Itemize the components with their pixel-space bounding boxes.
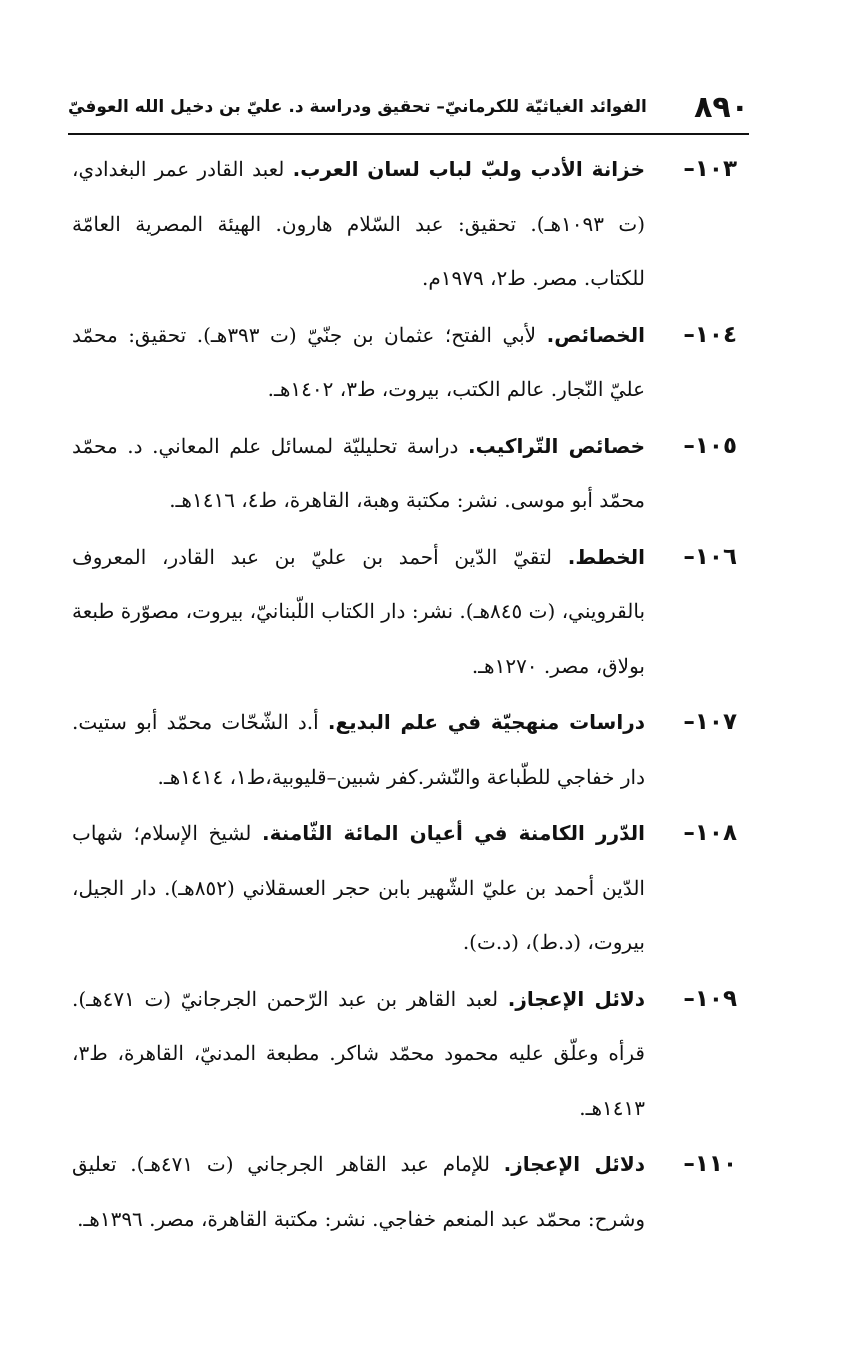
bibliography-entry-103 [72,142,737,306]
entry-title: خزانة الأدب ولبّ لباب لسان العرب. [292,157,645,181]
entry-details: لشيخ الإسلام؛ شهاب الدّين أحمد بن عليّ الشّهير بابن حجر العسقلاني (٨٥٢هـ). دار الجيل، بيروت، (د.ط)، (د.ت). [72,821,645,954]
entry-details: لأبي الفتح؛ عثمان بن جنّيّ (ت ٣٩٣هـ). تحقيق: محمّد عليّ النّجار. عالم الكتب، بيروت، ط٣، ١٤٠٢هـ. [72,322,645,401]
entry-details: لعبد القادر عمر البغدادي، (ت ١٠٩٣هـ). تحقيق: عبد السّلام هارون. الهيئة المصرية العامّة للكتاب. مصر. ط٢، ١٩٧٩م. [72,157,645,290]
entry-details: دراسة تحليليّة لمسائل علم المعاني. د. محمّد محمّد أبو موسى. نشر: مكتبة وهبة، القاهرة، ط٤، ١٤١٦هـ. [72,433,645,512]
entry-number: ١٠٧– [683,709,737,735]
entry-number: ١٠٩– [683,985,737,1012]
entry-details: للإمام عبد القاهر الجرجاني (ت ٤٧١هـ). تعليق وشرح: محمّد عبد المنعم خفاجي. نشر: مكتبة القاهرة، مصر. ١٣٩٦هـ. [72,1152,645,1231]
entry-body [72,1137,645,1246]
entry-title: الخصائص. [546,322,645,347]
entry-number: ١٠٤– [683,321,737,348]
entry-title: دلائل الإعجاز. [503,1152,645,1176]
entry-title: دراسات منهجيّة في علم البديع. [327,710,645,734]
entry-number: ١١٠– [683,1151,737,1177]
running-title: الفوائد الغياثيّة للكرمانيّ– تحقيق ودراسة د. عليّ بن دخيل الله العوفيّ [68,97,647,117]
entry-details: لتقيّ الدّين أحمد بن عليّ بن عبد القادر، المعروف بالقرويني، (ت ٨٤٥هـ). نشر: دار الكتاب اللّبنانيّ، بيروت، مصوّرة طبعة بولاق، مصر. ١٢٧٠هـ. [72,544,646,678]
page-header [68,82,749,132]
entry-number: ١٠٨– [683,820,737,846]
entry-number: ١٠٥– [683,432,737,459]
bibliography-entry-105 [72,419,737,528]
entry-title: الخطط. [567,544,645,569]
page-number: ٨٩٠ [694,89,749,125]
bibliography-entry-108 [72,806,737,970]
entry-body [72,142,645,306]
entry-title: الدّرر الكامنة في أعيان المائة الثّامنة. [262,821,645,845]
entry-body [72,308,645,417]
entry-body [72,972,645,1136]
entry-body [72,695,645,804]
entry-body [72,806,645,970]
bibliography-list [72,142,737,1248]
entry-number: ١٠٣– [683,156,737,182]
entry-body [72,419,645,528]
entry-body [72,530,645,694]
entry-title: دلائل الإعجاز. [507,986,646,1011]
bibliography-entry-106 [72,530,737,694]
entry-details: أ.د الشّحّات محمّد أبو ستيت. دار خفاجي للطّباعة والنّشر.كفر شبين–قليوبية،ط١، ١٤١٤هـ. [72,710,645,789]
bibliography-entry-107 [72,695,737,804]
header-rule [68,133,749,135]
bibliography-entry-110 [72,1137,737,1246]
entry-details: لعبد القاهر بن عبد الرّحمن الجرجانيّ (ت ٤٧١هـ). قرأه وعلّق عليه محمود محمّد شاكر. مطبعة المدنيّ، القاهرة، ط٣، ١٤١٣هـ. [72,986,645,1120]
entry-title: خصائص التّراكيب. [467,433,646,458]
bibliography-entry-104 [72,308,737,417]
bibliography-entry-109 [72,972,737,1136]
entry-number: ١٠٦– [683,543,737,570]
